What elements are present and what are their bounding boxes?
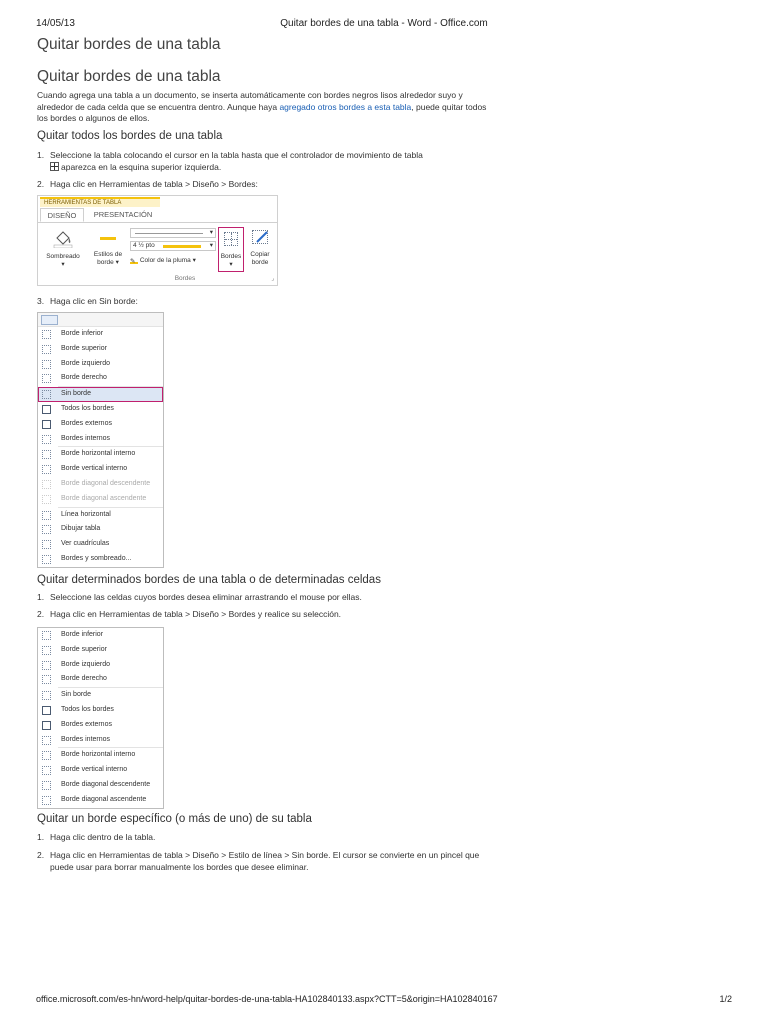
border-option-icon <box>42 766 51 775</box>
menu-item-label: Borde diagonal descendente <box>61 479 151 487</box>
step-number: 1. <box>37 832 45 842</box>
border-style-swatch <box>100 237 116 240</box>
menu-item[interactable] <box>38 748 163 763</box>
menu-item[interactable] <box>38 793 163 808</box>
menu-item[interactable] <box>38 402 163 417</box>
print-title: Quitar bordes de una tabla - Word - Office.com <box>280 18 488 29</box>
line-style-select[interactable] <box>130 228 216 238</box>
menu-item-label: Borde superior <box>61 645 107 653</box>
border-styles-label-1: Estilos de <box>93 251 123 258</box>
menu-item-label: Todos los bordes <box>61 404 114 412</box>
shading-label: Sombreado <box>46 253 80 260</box>
borders-dropdown-header[interactable] <box>38 313 163 327</box>
menu-item[interactable] <box>38 477 163 492</box>
menu-item[interactable] <box>38 688 163 703</box>
print-header <box>36 18 732 32</box>
dialog-launcher-icon[interactable]: ⌟ <box>271 276 274 282</box>
border-option-icon <box>42 420 51 429</box>
copy-border-label-1: Copiar <box>250 251 270 258</box>
step-text: Haga clic en Sin borde: <box>50 296 138 306</box>
border-option-icon <box>42 374 51 383</box>
border-option-icon <box>42 781 51 790</box>
menu-item[interactable] <box>38 327 163 342</box>
menu-item[interactable] <box>38 733 163 748</box>
menu-item-label: Borde horizontal interno <box>61 751 136 759</box>
border-option-icon <box>42 675 51 684</box>
menu-item-label: Borde diagonal descendente <box>61 780 151 788</box>
menu-item-label: Dibujar tabla <box>61 525 101 533</box>
menu-item-label: Bordes externos <box>61 720 112 728</box>
menu-item[interactable] <box>38 658 163 673</box>
step-number: 2. <box>37 179 45 189</box>
border-option-icon <box>42 360 51 369</box>
section1-heading: Quitar todos los bordes de una tabla <box>37 130 223 142</box>
menu-item[interactable] <box>38 718 163 733</box>
menu-item-label: Línea horizontal <box>61 510 111 518</box>
borders-icon <box>41 315 58 325</box>
menu-item[interactable] <box>38 447 163 462</box>
line-style-sample <box>135 233 203 234</box>
step-number: 1. <box>37 592 45 602</box>
menu-item-label: Borde vertical interno <box>61 766 128 774</box>
border-option-icon <box>42 450 51 459</box>
menu-item[interactable] <box>38 357 163 372</box>
borders-label: Bordes <box>220 253 242 260</box>
chevron-down-icon: ▾ <box>209 242 213 249</box>
border-option-icon <box>42 796 51 805</box>
table-move-handle-icon <box>50 162 59 171</box>
menu-item[interactable] <box>38 643 163 658</box>
menu-item-label: Borde inferior <box>61 330 104 337</box>
line-weight-select[interactable] <box>130 241 216 251</box>
menu-item[interactable] <box>38 492 163 507</box>
border-option-icon <box>42 661 51 670</box>
line-weight-value: 4 ½ pto <box>133 242 155 249</box>
menu-item[interactable] <box>38 552 163 567</box>
chevron-down-icon: ▾ <box>61 261 65 268</box>
menu-item[interactable] <box>38 342 163 357</box>
border-option-icon <box>42 511 51 520</box>
border-option-icon <box>42 751 51 760</box>
ribbon-screenshot <box>37 195 278 286</box>
menu-item-label: Bordes y sombreado... <box>61 554 132 562</box>
step-number: 2. <box>37 850 45 860</box>
menu-item[interactable] <box>38 703 163 718</box>
border-option-icon <box>42 525 51 534</box>
menu-item[interactable] <box>38 417 163 432</box>
menu-item[interactable] <box>38 778 163 793</box>
chevron-down-icon: ▾ <box>229 261 233 268</box>
menu-item-label: Ver cuadrículas <box>61 540 110 548</box>
border-styles-label-2: borde <box>97 259 114 266</box>
menu-item-label: Borde izquierdo <box>61 660 111 668</box>
border-option-icon <box>42 480 51 489</box>
intro-paragraph <box>37 90 497 125</box>
table-tools-label: HERRAMIENTAS DE TABLA <box>40 197 160 207</box>
section3-heading: Quitar un borde específico (o más de uno) de su tabla <box>37 813 312 825</box>
step-number: 2. <box>37 609 45 619</box>
step-number: 1. <box>37 150 45 160</box>
borders-dropdown-menu <box>37 312 164 568</box>
page-number: 1/2 <box>719 994 732 1004</box>
article-title: Quitar bordes de una tabla <box>37 68 221 85</box>
menu-item-label: Bordes internos <box>61 434 111 442</box>
ribbon-group-label: Bordes <box>174 275 196 282</box>
menu-item[interactable] <box>38 371 163 386</box>
print-date: 14/05/13 <box>36 18 75 29</box>
menu-item-label: Borde inferior <box>61 631 104 638</box>
border-option-icon <box>42 330 51 339</box>
border-option-icon <box>42 691 51 700</box>
step-text: Haga clic en Herramientas de tabla > Diseño > Estilo de línea > Sin borde. El cursor se convierte en un pincel que puede usar para borrar manualmente los bordes que desee eliminar. <box>50 850 480 872</box>
pen-icon: ✎ <box>130 256 138 264</box>
step-text: Haga clic en Herramientas de tabla > Diseño > Bordes y realice su selección. <box>50 609 342 619</box>
border-option-icon <box>42 345 51 354</box>
menu-item[interactable] <box>38 672 163 687</box>
menu-item-label: Borde diagonal ascendente <box>61 795 147 803</box>
border-option-icon <box>42 465 51 474</box>
page-title: Quitar bordes de una tabla <box>37 36 221 53</box>
border-option-icon <box>42 495 51 504</box>
shading-button[interactable] <box>42 226 84 272</box>
border-option-icon <box>42 631 51 640</box>
border-styles-button[interactable]: Estilos de borde ▾ <box>90 226 126 272</box>
print-footer <box>36 994 732 1008</box>
intro-link[interactable]: agregado otros bordes a esta tabla <box>279 101 412 112</box>
ribbon-body <box>38 222 277 285</box>
border-option-icon <box>42 555 51 564</box>
chevron-down-icon: ▾ <box>209 229 213 236</box>
menu-item-label: Todos los bordes <box>61 705 114 713</box>
menu-item-label: Sin borde <box>61 691 91 699</box>
border-option-icon <box>42 706 51 715</box>
menu-item-label: Bordes internos <box>61 735 111 743</box>
menu-item[interactable] <box>38 763 163 778</box>
copy-border-label-2: borde <box>251 259 269 266</box>
step-text: aparezca en la esquina superior izquierda. <box>61 162 222 172</box>
border-option-icon <box>42 435 51 444</box>
menu-item-label: Borde derecho <box>61 675 107 683</box>
footer-url: office.microsoft.com/es-hn/word-help/quitar-bordes-de-una-tabla-HA102840133.aspx?CTT=5&origin=HA102840167 <box>36 994 498 1004</box>
section2-heading: Quitar determinados bordes de una tabla o de determinadas celdas <box>37 574 381 586</box>
border-painter-icon <box>252 230 268 244</box>
menu-item[interactable] <box>38 508 163 523</box>
step-text: Haga clic en Herramientas de tabla > Diseño > Bordes: <box>50 179 258 189</box>
borders-button[interactable] <box>218 227 244 272</box>
tab-presentation[interactable]: PRESENTACIÓN <box>93 210 153 219</box>
menu-item[interactable] <box>38 537 163 552</box>
menu-item[interactable] <box>38 387 163 402</box>
menu-item-label: Borde horizontal interno <box>61 450 136 458</box>
pen-color-label: Color de la pluma <box>139 257 191 264</box>
border-option-icon <box>42 646 51 655</box>
border-option-icon <box>42 721 51 730</box>
pen-color-button[interactable]: ✎ Color de la pluma ▾ <box>130 257 196 265</box>
copy-border-button[interactable] <box>246 226 274 272</box>
step-text: Seleccione las celdas cuyos bordes desea eliminar arrastrando el mouse por ellas. <box>50 592 362 602</box>
menu-item[interactable] <box>38 522 163 537</box>
step-text: Seleccione la tabla colocando el cursor en la tabla hasta que el controlador de movimiento de tabla <box>50 150 423 160</box>
borders-selection-menu <box>37 627 164 809</box>
menu-item[interactable] <box>38 628 163 643</box>
borders-icon <box>224 232 238 246</box>
menu-item-label: Borde vertical interno <box>61 465 128 473</box>
tab-design[interactable]: DISEÑO <box>40 208 84 222</box>
menu-item-label: Sin borde <box>61 390 91 398</box>
menu-item-label: Borde diagonal ascendente <box>61 494 147 502</box>
menu-item-label: Borde superior <box>61 344 107 352</box>
line-weight-sample <box>163 245 201 248</box>
border-option-icon <box>42 390 51 399</box>
menu-item[interactable] <box>38 462 163 477</box>
paint-bucket-icon <box>52 228 74 248</box>
step-number: 3. <box>37 296 45 306</box>
border-option-icon <box>42 405 51 414</box>
step-text: Haga clic dentro de la tabla. <box>50 832 156 842</box>
menu-item-label: Borde derecho <box>61 374 107 382</box>
menu-item-label: Borde izquierdo <box>61 359 111 367</box>
menu-item[interactable] <box>38 432 163 447</box>
intro-text-end: , puede quitar todos los bordes o algunos de ellos. <box>37 101 487 123</box>
border-option-icon <box>42 736 51 745</box>
intro-text: Cuando agrega una tabla a un documento, se inserta automáticamente con bordes negros lisos alrededor suyo y alrededor de cada celda que se encuentra dentro. Aunque haya <box>37 90 463 112</box>
border-option-icon <box>42 540 51 549</box>
menu-item-label: Bordes externos <box>61 419 112 427</box>
